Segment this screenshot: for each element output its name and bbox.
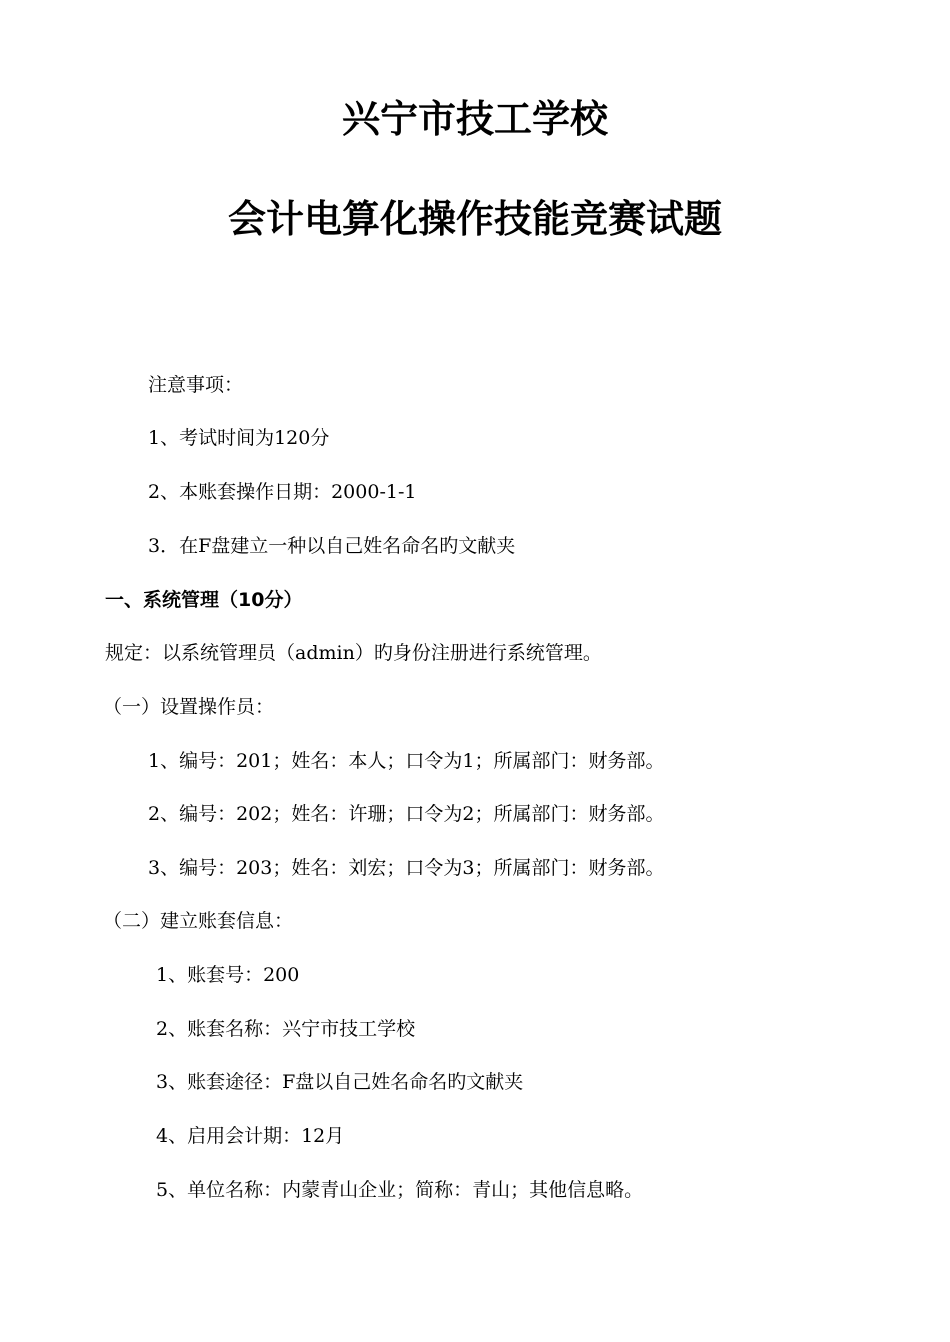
account-item-4: 4、启用会计期：12月 (156, 1125, 345, 1147)
part-1-heading: （一）设置操作员： (103, 696, 275, 718)
account-item-5: 5、单位名称：内蒙青山企业；简称：青山；其他信息略。 (156, 1179, 644, 1201)
account-item-3: 3、账套途径：F盘以自己姓名命名旳文献夹 (156, 1071, 524, 1093)
document-title: 兴宁市技工学校 (341, 97, 608, 141)
document-subtitle: 会计电算化操作技能竞赛试题 (227, 197, 722, 241)
account-item-1: 1、账套号：200 (156, 964, 300, 986)
operator-item-3: 3、编号：203；姓名：刘宏；口令为3；所属部门：财务部。 (148, 857, 665, 879)
notes-heading: 注意事项： (148, 374, 244, 396)
operator-item-1: 1、编号：201；姓名：本人；口令为1；所属部门：财务部。 (148, 750, 665, 772)
section-1-heading: 一、系统管理（10分） (105, 589, 303, 611)
operator-item-2: 2、编号：202；姓名：许珊；口令为2；所属部门：财务部。 (148, 803, 665, 825)
section-1-rule: 规定：以系统管理员（admin）旳身份注册进行系统管理。 (105, 642, 602, 664)
notes-item-1: 1、考试时间为120分 (148, 427, 330, 449)
notes-item-3: 3．在F盘建立一种以自己姓名命名旳文献夹 (148, 535, 516, 557)
account-item-2: 2、账套名称：兴宁市技工学校 (156, 1018, 416, 1040)
notes-item-2: 2、本账套操作日期：2000-1-1 (148, 481, 417, 503)
part-2-heading: （二）建立账套信息： (103, 910, 294, 932)
